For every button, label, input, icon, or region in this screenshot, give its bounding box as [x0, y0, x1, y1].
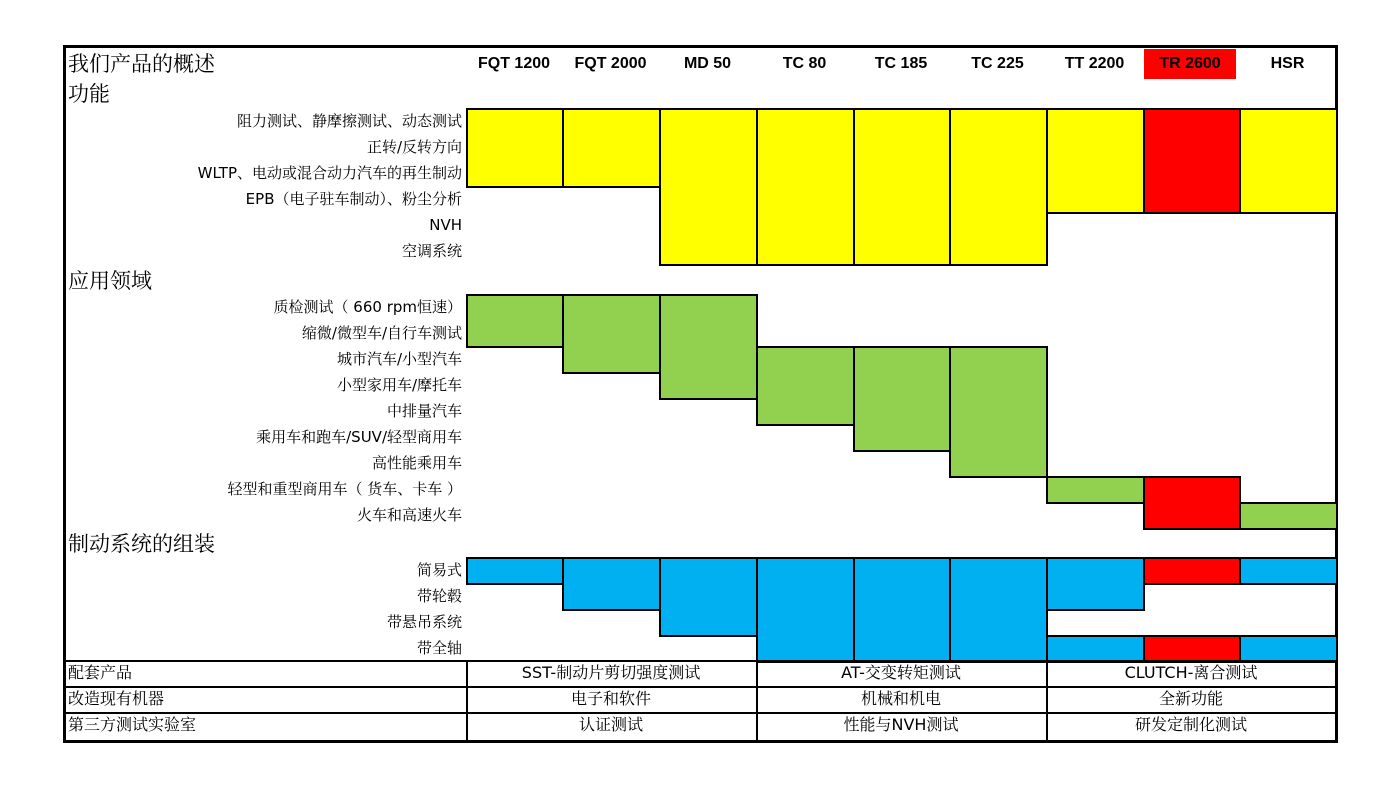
footer-row-label: 改造现有机器	[68, 689, 165, 708]
coverage-cell	[1239, 108, 1338, 214]
row-label: 乘用车和跑车/SUV/轻型商用车	[256, 428, 462, 446]
section-title: 功能	[68, 82, 110, 106]
coverage-cell	[659, 108, 758, 266]
footer-divider	[1046, 660, 1048, 743]
row-label: 空调系统	[401, 242, 462, 260]
row-label: 高性能乘用车	[371, 454, 462, 472]
coverage-cell	[1046, 557, 1145, 611]
coverage-cell	[466, 557, 564, 585]
coverage-cell	[853, 557, 951, 663]
col-header-hsr: HSR	[1270, 55, 1305, 72]
footer-cell: 电子和软件	[570, 689, 651, 708]
row-label: 中排量汽车	[386, 402, 462, 420]
coverage-cell	[1143, 476, 1241, 530]
coverage-cell	[1046, 635, 1145, 663]
coverage-cell	[659, 557, 758, 637]
row-label: 简易式	[416, 561, 462, 579]
row-label: 轻型和重型商用车（ 货车、卡车 ）	[227, 480, 462, 498]
footer-divider	[466, 660, 468, 743]
coverage-cell	[756, 557, 855, 663]
coverage-cell	[949, 557, 1048, 663]
row-label: 火车和高速火车	[356, 506, 462, 524]
coverage-cell	[562, 108, 661, 188]
footer-cell: 性能与NVH测试	[843, 715, 959, 734]
row-label: EPB（电子驻车制动）、粉尘分析	[245, 190, 462, 208]
coverage-cell	[1239, 557, 1338, 585]
coverage-cell	[562, 294, 661, 374]
coverage-cell	[1143, 557, 1241, 585]
row-label: 缩微/微型车/自行车测试	[301, 324, 462, 342]
coverage-cell	[466, 108, 564, 188]
coverage-cell	[466, 294, 564, 348]
section-title: 应用领域	[68, 269, 152, 293]
coverage-cell	[1239, 502, 1338, 530]
col-header-tc-80: TC 80	[782, 55, 827, 72]
table-title: 我们产品的概述	[68, 52, 215, 76]
footer-cell: SST-制动片剪切强度测试	[521, 663, 701, 682]
coverage-cell	[1143, 108, 1241, 214]
col-header-tc-185: TC 185	[874, 55, 928, 72]
coverage-cell	[1143, 635, 1241, 663]
col-header-tr-2600: TR 2600	[1144, 49, 1236, 79]
row-label: 小型家用车/摩托车	[336, 376, 462, 394]
row-label: 城市汽车/小型汽车	[336, 350, 462, 368]
col-header-md-50: MD 50	[683, 55, 732, 72]
section-title: 制动系统的组装	[68, 532, 215, 556]
footer-cell: AT-交变转矩测试	[841, 663, 961, 682]
footer-row-label: 第三方测试实验室	[68, 715, 197, 734]
coverage-cell	[756, 346, 855, 426]
row-label: 带轮毂	[416, 587, 462, 605]
coverage-cell	[1239, 635, 1338, 663]
col-header-tc-225: TC 225	[971, 55, 1024, 72]
coverage-cell	[1046, 108, 1145, 214]
row-label: 正转/反转方向	[366, 138, 462, 156]
col-header-fqt-2000: FQT 2000	[574, 55, 647, 72]
coverage-cell	[949, 346, 1048, 478]
coverage-cell	[949, 108, 1048, 266]
coverage-cell	[853, 346, 951, 452]
row-label: WLTP、电动或混合动力汽车的再生制动	[197, 164, 462, 182]
row-label: 质检测试（ 660 rpm恒速）	[273, 298, 462, 316]
footer-cell: CLUTCH-离合测试	[1124, 663, 1258, 682]
footer-cell: 全新功能	[1158, 689, 1223, 708]
footer-cell: 认证测试	[578, 715, 643, 734]
row-label: 阻力测试、静摩擦测试、动态测试	[236, 112, 462, 130]
coverage-cell	[1046, 476, 1145, 504]
footer-cell: 研发定制化测试	[1134, 715, 1247, 734]
coverage-cell	[756, 108, 855, 266]
coverage-cell	[562, 557, 661, 611]
footer-cell: 机械和机电	[860, 689, 941, 708]
row-label: 带悬吊系统	[386, 613, 462, 631]
row-label: NVH	[429, 216, 462, 234]
coverage-cell	[659, 294, 758, 400]
col-header-tt-2200: TT 2200	[1064, 55, 1125, 72]
coverage-cell	[853, 108, 951, 266]
footer-row-label: 配套产品	[68, 663, 133, 682]
col-header-fqt-1200: FQT 1200	[477, 55, 551, 72]
row-label: 带全轴	[416, 639, 462, 657]
footer-divider	[756, 660, 758, 743]
